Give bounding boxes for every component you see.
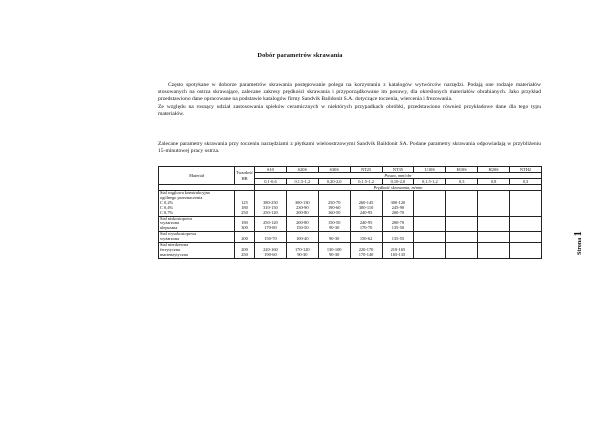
header-hardness-line2: HB xyxy=(241,175,248,181)
intro-paragraph xyxy=(158,82,541,118)
speed-cell-empty xyxy=(478,243,510,259)
speed-cell-line: 100-40 xyxy=(296,236,309,242)
speed-cell-empty xyxy=(510,191,542,217)
grade-header: NT35 xyxy=(382,167,414,173)
speed-cell-empty xyxy=(510,216,542,232)
table-caption: Zalecane parametry skrawania przy toczeniu narzędziami z płytkami wieloostrzowymi Sandvik Baildonit SA. Podane parametry skrawania odpowiadają w przybliżeniu 15-minutowej pracy ostrza. xyxy=(158,141,541,155)
grade-header: H20S xyxy=(478,167,510,173)
feed-value: 0,20-2,0 xyxy=(318,179,350,185)
table-row xyxy=(159,216,542,232)
speed-cell-empty xyxy=(478,216,510,232)
speed-cell-line: 190-60 xyxy=(327,204,341,210)
material-cell xyxy=(159,243,235,259)
speed-cell-line: 170-120 xyxy=(294,246,310,252)
speed-cell-line: 240-95 xyxy=(359,220,373,226)
header-material: Materiał xyxy=(159,167,235,185)
material-cell-line: Stal niskostopowa xyxy=(160,216,193,221)
speed-cell-empty xyxy=(414,191,446,217)
speed-cell-empty xyxy=(510,232,542,243)
material-cell-line: wyżarzona xyxy=(160,236,180,242)
page-title: Dobór parametrów skrawania xyxy=(257,52,343,59)
speed-cell-line: 135-50 xyxy=(391,225,405,231)
speed-cell-empty xyxy=(446,191,478,217)
speed-cell xyxy=(255,191,287,217)
feed-value: 0,1.5-1,2 xyxy=(414,179,446,185)
speed-cell-line: 220-170 xyxy=(358,246,374,252)
speed-cell-line: 200-70 xyxy=(391,220,405,226)
speed-cell-line: 130-100 xyxy=(326,246,342,252)
grade-header: NT25 xyxy=(350,167,382,173)
speed-cell xyxy=(318,232,350,243)
feed-value: 0,10-2,0 xyxy=(382,179,414,185)
speed-cell-line: 220-160 xyxy=(263,246,278,252)
hardness-cell-line: 180 xyxy=(241,204,248,210)
hardness-cell-line: 200 xyxy=(241,236,248,242)
material-cell-line: Stal nierdzewna xyxy=(160,242,189,248)
hardness-cell-line: 125 xyxy=(241,199,248,205)
speed-cell-empty xyxy=(446,243,478,259)
speed-cell-line: 240-95 xyxy=(359,209,373,215)
material-cell-line: Stal węglowa konstrukcyjna xyxy=(160,190,210,195)
material-cell xyxy=(159,232,235,243)
speed-cell-line: 150-50 xyxy=(327,220,341,226)
speed-cell-line: 300-110 xyxy=(358,204,374,210)
speed-cell-line: 90-30 xyxy=(329,236,340,242)
material-cell-line: martenzytyczna xyxy=(160,251,188,257)
feed-value: 0,8 xyxy=(478,179,510,185)
speed-cell-empty xyxy=(414,232,446,243)
speed-cell xyxy=(318,243,350,259)
speed-cell-line: 380-250 xyxy=(263,199,278,205)
speed-cell xyxy=(318,216,350,232)
grade-header: H10S xyxy=(446,167,478,173)
grade-header: U10S xyxy=(414,167,446,173)
table-row xyxy=(159,191,542,217)
speed-cell-line: 90-30 xyxy=(329,225,340,231)
speed-cell-empty xyxy=(414,216,446,232)
speed-cell-line: 245-90 xyxy=(391,204,405,210)
speed-cell-line: 190-60 xyxy=(264,251,277,257)
material-cell-line: ogólnego przeznaczenia xyxy=(160,194,203,200)
hardness-cell-line: 250 xyxy=(241,251,248,257)
header-hardness-line1: Twardość xyxy=(236,169,254,175)
header-hardness xyxy=(235,167,255,185)
speed-cell-line: 170-140 xyxy=(358,251,374,257)
speed-cell-line: 250-120 xyxy=(263,209,278,215)
speed-cell xyxy=(382,216,414,232)
hardness-cell xyxy=(235,216,255,232)
speed-cell-line: 200-80 xyxy=(296,209,309,215)
grade-header: NTH2 xyxy=(510,167,542,173)
material-cell xyxy=(159,216,235,232)
intro-text-ceramics: Ze względu na rosnący udział zastosowania spieków ceramicznych w niektórych przypadkach obróbki, przedstawiono również przykładowe dane dla tego typu materiałów. xyxy=(158,103,541,117)
speed-cell-empty xyxy=(478,191,510,217)
grade-header: S10 xyxy=(255,167,287,173)
speed-cell-line: 90-30 xyxy=(297,251,308,257)
speed-cell xyxy=(350,243,382,259)
speed-cell-line: 250-120 xyxy=(263,220,278,226)
grade-header: S30S xyxy=(318,167,350,173)
hardness-cell xyxy=(235,232,255,243)
speed-cell-empty xyxy=(478,232,510,243)
speed-cell-line: 135-55 xyxy=(391,236,405,242)
material-cell-line: C 0,7% xyxy=(160,209,174,215)
table-row xyxy=(159,243,542,259)
material-cell-line: ulepszana xyxy=(160,225,178,231)
material-cell-line: ferrytyczna xyxy=(160,246,180,252)
speed-cell-line: 150-62 xyxy=(359,236,373,242)
feed-value: 0,3 xyxy=(446,179,478,185)
material-cell xyxy=(159,191,235,217)
feed-value: 0,1-0,6 xyxy=(255,179,287,185)
hardness-cell-line: 180 xyxy=(241,220,248,226)
speed-cell xyxy=(255,232,287,243)
feed-value: 0,3 xyxy=(510,179,542,185)
speed-cell xyxy=(350,232,382,243)
speed-cell-line: 90-30 xyxy=(329,251,340,257)
speed-header: Prędkość skrawania, m/min xyxy=(255,185,542,191)
speed-cell-empty xyxy=(446,216,478,232)
material-cell-line: C 0,4% xyxy=(160,204,174,210)
speed-cell-line: 150-50 xyxy=(296,225,309,231)
speed-cell-line: 260-145 xyxy=(358,199,374,205)
speed-cell xyxy=(255,216,287,232)
speed-cell xyxy=(382,232,414,243)
page-label: Strona xyxy=(577,237,583,255)
speed-cell-line: 200-80 xyxy=(296,220,309,226)
speed-cell xyxy=(350,216,382,232)
speed-cell xyxy=(382,243,414,259)
hardness-cell-line: 200 xyxy=(241,246,248,252)
speed-cell-line: 170-70 xyxy=(359,225,373,231)
page-number: 1 xyxy=(573,231,584,237)
speed-cell-empty xyxy=(446,232,478,243)
material-cell-line: Stal wysokostopowa xyxy=(160,231,197,237)
speed-cell xyxy=(286,243,318,259)
speed-cell-line: 170-80 xyxy=(264,225,277,231)
speed-cell xyxy=(286,216,318,232)
speed-cell xyxy=(382,191,414,217)
speed-cell-line: 230-90 xyxy=(296,204,309,210)
speed-cell-line: 250-70 xyxy=(327,199,341,205)
hardness-cell xyxy=(235,191,255,217)
speed-cell-line: 160-50 xyxy=(327,209,341,215)
speed-cell-line: 310-150 xyxy=(263,204,278,210)
hardness-cell-line: 250 xyxy=(241,209,248,215)
feed-value: 0,1.5-1,2 xyxy=(286,179,318,185)
hardness-cell-line: 300 xyxy=(241,225,248,231)
speed-cell-line: 150-70 xyxy=(264,236,277,242)
speed-cell-line: 200-70 xyxy=(391,209,405,215)
speed-cell xyxy=(318,191,350,217)
cutting-parameters-table xyxy=(158,166,542,259)
speed-cell-line: 300-130 xyxy=(294,199,310,205)
feed-value: 0,1.5-1,2 xyxy=(350,179,382,185)
speed-cell-empty xyxy=(510,243,542,259)
speed-cell xyxy=(286,232,318,243)
speed-cell-empty xyxy=(414,243,446,259)
grade-header: S20S xyxy=(286,167,318,173)
speed-cell xyxy=(255,243,287,259)
page-number-label xyxy=(573,231,584,255)
material-cell-line: C 0,2% xyxy=(160,199,174,205)
material-cell-line: wyżarzona xyxy=(160,220,180,226)
speed-cell-line: 210-165 xyxy=(390,246,406,252)
speed-cell-line: 300-120 xyxy=(390,199,406,205)
hardness-cell xyxy=(235,243,255,259)
intro-text: Często spotykane w doborze parametrów skrawania postępowanie polega na korzystaniu z katalogów wytwórców narzędzi. Podają one rodzaje materiałów stosowanych na ostrza skrawające, zalecane zakresy prędkości skrawania i przyporządkowane im posuwy, dla określonych materiałów obrabianych. Jako przykład przedstawiono dane opracowane na podstawie katalogów firmy Sandvik Baildonit S.A. dotyczące toczenia, wiercenia i frezowania. xyxy=(158,82,541,103)
speed-cell xyxy=(350,191,382,217)
speed-cell xyxy=(286,191,318,217)
feed-header: Posuw, mm/obr xyxy=(255,173,542,179)
speed-cell-line: 165-135 xyxy=(390,251,406,257)
table-row xyxy=(159,232,542,243)
